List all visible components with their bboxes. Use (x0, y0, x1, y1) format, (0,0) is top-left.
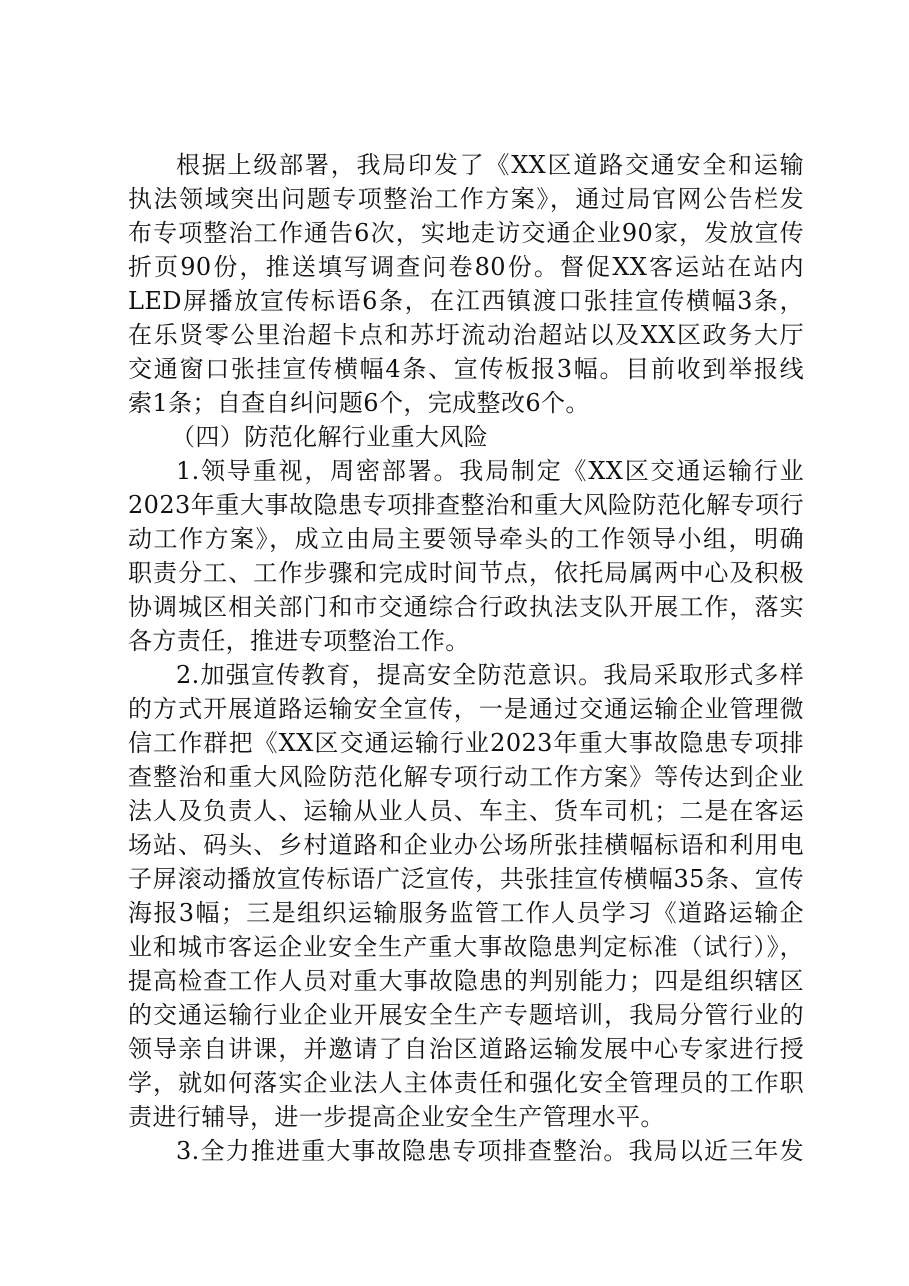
paragraph-line: 3.全力推进重大事故隐患专项排查整治。我局以近三年发 (176, 1137, 804, 1165)
paragraph-line: 根据上级部署，我局印发了《XX区道路交通安全和运输 (176, 151, 804, 179)
paragraph-line: 索1条；自查自纠问题6个，完成整改6个。 (128, 389, 590, 417)
paragraph-line: 各方责任，推进专项整治工作。 (128, 627, 470, 655)
paragraph-line: 场站、码头、乡村道路和企业办公场所张挂横幅标语和利用电 (128, 831, 804, 859)
paragraph-line: 2.加强宣传教育，提高安全防范意识。我局采取形式多样 (176, 661, 804, 689)
paragraph-line: 的方式开展道路运输安全宣传，一是通过交通运输企业管理微 (128, 695, 804, 723)
paragraph-line: LED屏播放宣传标语6条，在江西镇渡口张挂宣传横幅3条， (128, 287, 804, 315)
paragraph-line: 领导亲自讲课，并邀请了自治区道路运输发展中心专家进行授 (128, 1035, 804, 1063)
paragraph-line: 折页90份，推送填写调查问卷80份。督促XX客运站在站内 (128, 253, 804, 281)
paragraph-line: 动工作方案》，成立由局主要领导牵头的工作领导小组，明确 (128, 525, 804, 553)
paragraph-line: 责进行辅导，进一步提高企业安全生产管理水平。 (128, 1103, 665, 1131)
document-body (128, 148, 804, 1168)
paragraph-line: 法人及负责人、运输从业人员、车主、货车司机；二是在客运 (128, 797, 804, 825)
paragraph-line: 职责分工、工作步骤和完成时间节点，依托局属两中心及积极 (128, 559, 804, 587)
paragraph-line: 信工作群把《XX区交通运输行业2023年重大事故隐患专项排 (128, 729, 804, 757)
paragraph-line: 在乐贤零公里治超卡点和苏圩流动治超站以及XX区政务大厅 (128, 321, 804, 349)
section-heading: （四）防范化解行业重大风险 (171, 423, 489, 451)
paragraph-line: 的交通运输行业企业开展安全生产专题培训，我局分管行业的 (128, 1001, 804, 1029)
paragraph-line: 协调城区相关部门和市交通综合行政执法支队开展工作，落实 (128, 593, 804, 621)
paragraph-line: 子屏滚动播放宣传标语广泛宣传，共张挂宣传横幅35条、宣传 (128, 865, 804, 893)
paragraph-line: 查整治和重大风险防范化解专项行动工作方案》等传达到企业 (128, 763, 804, 791)
paragraph-line: 1.领导重视，周密部署。我局制定《XX区交通运输行业 (176, 457, 804, 485)
paragraph-line: 学，就如何落实企业法人主体责任和强化安全管理员的工作职 (128, 1069, 804, 1097)
paragraph-line: 交通窗口张挂宣传横幅4条、宣传板报3幅。目前收到举报线 (128, 355, 804, 383)
paragraph-line: 业和城市客运企业安全生产重大事故隐患判定标准（试行）》， (128, 933, 804, 961)
paragraph-line: 提高检查工作人员对重大事故隐患的判别能力；四是组织辖区 (128, 967, 804, 995)
paragraph-line: 海报3幅；三是组织运输服务监管工作人员学习《道路运输企 (128, 899, 804, 927)
paragraph-line: 布专项整治工作通告6次，实地走访交通企业90家，发放宣传 (128, 219, 804, 247)
paragraph-line: 执法领域突出问题专项整治工作方案》，通过局官网公告栏发 (128, 185, 804, 213)
paragraph-line: 2023年重大事故隐患专项排查整治和重大风险防范化解专项行 (128, 491, 804, 519)
